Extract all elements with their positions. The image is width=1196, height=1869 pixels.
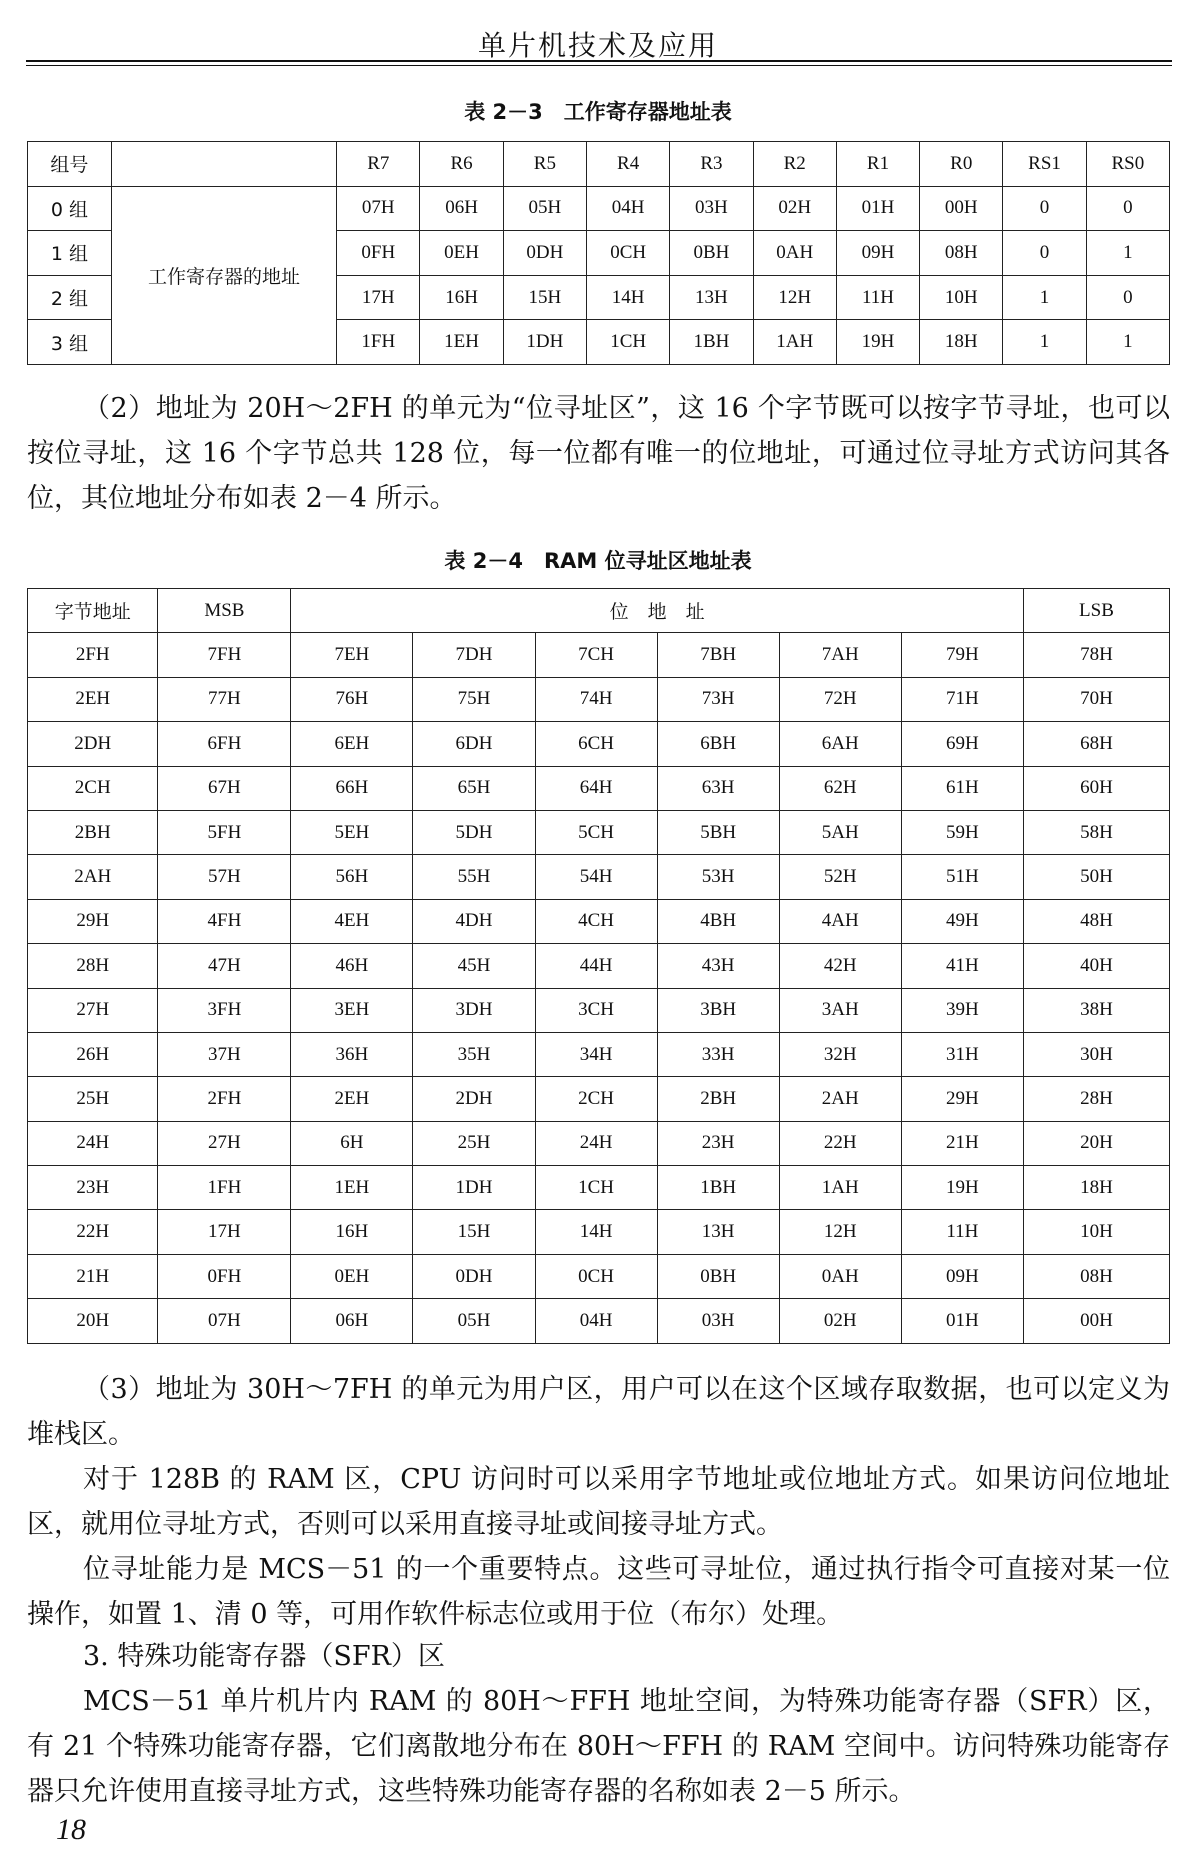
table-header-cell: R1 bbox=[836, 142, 919, 187]
byte-address-cell: 22H bbox=[28, 1210, 158, 1254]
table-row bbox=[28, 855, 1170, 899]
bit-address-cell: 3FH bbox=[158, 988, 291, 1032]
bit-address-cell: 0CH bbox=[535, 1254, 657, 1298]
table-row bbox=[28, 899, 1170, 943]
paragraph-user-area: （3）地址为 30H～7FH 的单元为用户区，用户可以在这个区域存取数据，也可以定义为堆栈区。 bbox=[27, 1374, 1170, 1450]
byte-address-cell: 2AH bbox=[28, 855, 158, 899]
table-cell: 05H bbox=[503, 186, 586, 231]
bit-address-cell: 6DH bbox=[413, 722, 535, 766]
bit-address-cell: 0BH bbox=[657, 1254, 779, 1298]
bit-address-cell: 25H bbox=[413, 1121, 535, 1165]
table-cell: 17H bbox=[337, 275, 420, 320]
table-cell: 18H bbox=[920, 320, 1003, 365]
bit-address-cell: 20H bbox=[1023, 1121, 1169, 1165]
table-row bbox=[28, 766, 1170, 810]
bit-address-cell: 14H bbox=[535, 1210, 657, 1254]
bit-address-cell: 65H bbox=[413, 766, 535, 810]
bit-address-cell: 78H bbox=[1023, 633, 1169, 677]
bit-address-cell: 7BH bbox=[657, 633, 779, 677]
table-header-cell: RS0 bbox=[1086, 142, 1169, 187]
bit-address-cell: 0EH bbox=[291, 1254, 413, 1298]
bit-address-cell: 6EH bbox=[291, 722, 413, 766]
table-header-cell: R2 bbox=[753, 142, 836, 187]
table-row bbox=[28, 1077, 1170, 1121]
table-row bbox=[28, 1210, 1170, 1254]
bit-address-cell: 3AH bbox=[779, 988, 901, 1032]
table-row bbox=[28, 633, 1170, 677]
table-cell: 0DH bbox=[503, 231, 586, 276]
bit-address-cell: 67H bbox=[158, 766, 291, 810]
bit-address-cell: 1FH bbox=[158, 1166, 291, 1210]
bit-address-cell: 33H bbox=[657, 1032, 779, 1076]
paragraph-bit-addressing: 位寻址能力是 MCS－51 的一个重要特点。这些可寻址位，通过执行指令可直接对某一位操作，如置 1、清 0 等，可用作软件标志位或用于位（布尔）处理。 bbox=[27, 1554, 1170, 1630]
bit-address-cell: 35H bbox=[413, 1032, 535, 1076]
bit-address-cell: 3DH bbox=[413, 988, 535, 1032]
byte-address-cell: 27H bbox=[28, 988, 158, 1032]
table-row bbox=[28, 1254, 1170, 1298]
bit-address-cell: 09H bbox=[901, 1254, 1023, 1298]
bit-address-cell: 2EH bbox=[291, 1077, 413, 1121]
bit-address-cell: 4CH bbox=[535, 899, 657, 943]
table-cell: 00H bbox=[920, 186, 1003, 231]
bit-address-cell: 08H bbox=[1023, 1254, 1169, 1298]
section-heading-sfr: 3. 特殊功能寄存器（SFR）区 bbox=[83, 1641, 445, 1672]
bit-address-cell: 7AH bbox=[779, 633, 901, 677]
bit-address-cell: 43H bbox=[657, 944, 779, 988]
bit-address-cell: 5BH bbox=[657, 810, 779, 854]
bit-address-cell: 1AH bbox=[779, 1166, 901, 1210]
bit-address-cell: 72H bbox=[779, 677, 901, 721]
bit-address-cell: 16H bbox=[291, 1210, 413, 1254]
bit-address-cell: 5AH bbox=[779, 810, 901, 854]
bit-address-cell: 38H bbox=[1023, 988, 1169, 1032]
bit-address-cell: 3EH bbox=[291, 988, 413, 1032]
bit-address-cell: 69H bbox=[901, 722, 1023, 766]
bit-address-cell: 61H bbox=[901, 766, 1023, 810]
table-cell: 0EH bbox=[420, 231, 503, 276]
bit-address-cell: 6CH bbox=[535, 722, 657, 766]
bit-address-cell: 29H bbox=[901, 1077, 1023, 1121]
bit-address-cell: 49H bbox=[901, 899, 1023, 943]
table-header-cell: 组号 bbox=[28, 142, 112, 187]
bit-address-cell: 2AH bbox=[779, 1077, 901, 1121]
bit-address-cell: 4DH bbox=[413, 899, 535, 943]
bit-address-cell: 6H bbox=[291, 1121, 413, 1165]
bit-address-cell: 76H bbox=[291, 677, 413, 721]
bit-address-cell: 32H bbox=[779, 1032, 901, 1076]
bit-address-cell: 30H bbox=[1023, 1032, 1169, 1076]
bit-address-cell: 51H bbox=[901, 855, 1023, 899]
bit-address-cell: 03H bbox=[657, 1299, 779, 1343]
table-2-4-caption: 表 2－4 RAM 位寻址区地址表 bbox=[444, 549, 752, 573]
table-cell: 16H bbox=[420, 275, 503, 320]
group-label-cell: 3 组 bbox=[28, 320, 112, 365]
table-cell: 13H bbox=[670, 275, 753, 320]
table-header-cell: 字节地址 bbox=[28, 589, 158, 633]
table-row bbox=[28, 186, 1170, 231]
bit-address-cell: 13H bbox=[657, 1210, 779, 1254]
bit-address-cell: 1CH bbox=[535, 1166, 657, 1210]
bit-address-cell: 64H bbox=[535, 766, 657, 810]
bit-address-cell: 53H bbox=[657, 855, 779, 899]
bit-address-cell: 0DH bbox=[413, 1254, 535, 1298]
table-cell: 0 bbox=[1086, 275, 1169, 320]
merged-label-cell: 工作寄存器的地址 bbox=[111, 186, 336, 364]
bit-address-cell: 36H bbox=[291, 1032, 413, 1076]
group-label-cell: 0 组 bbox=[28, 186, 112, 231]
bit-address-cell: 07H bbox=[158, 1299, 291, 1343]
table-cell: 1 bbox=[1003, 320, 1086, 365]
bit-address-cell: 2BH bbox=[657, 1077, 779, 1121]
byte-address-cell: 2EH bbox=[28, 677, 158, 721]
bit-address-cell: 34H bbox=[535, 1032, 657, 1076]
table-cell: 1 bbox=[1086, 320, 1169, 365]
bit-address-cell: 54H bbox=[535, 855, 657, 899]
bit-address-cell: 79H bbox=[901, 633, 1023, 677]
header-rule-thick bbox=[26, 60, 1172, 62]
table-cell: 0 bbox=[1086, 186, 1169, 231]
bit-address-cell: 66H bbox=[291, 766, 413, 810]
table-cell: 14H bbox=[587, 275, 670, 320]
table-header-cell: MSB bbox=[158, 589, 291, 633]
table-row bbox=[28, 722, 1170, 766]
table-cell: 0 bbox=[1003, 186, 1086, 231]
bit-address-cell: 41H bbox=[901, 944, 1023, 988]
paragraph-sfr-area: MCS－51 单片机片内 RAM 的 80H～FFH 地址空间，为特殊功能寄存器（SFR）区，有 21 个特殊功能寄存器，它们离散地分布在 80H～FFH 的 RAM 空间中。访问特殊功能寄存器只允许使用直接寻址方式，这些特殊功能寄存器的名称如表 2－5 所示。 bbox=[27, 1686, 1170, 1807]
bit-address-cell: 1EH bbox=[291, 1166, 413, 1210]
table-cell: 09H bbox=[836, 231, 919, 276]
bit-address-cell: 00H bbox=[1023, 1299, 1169, 1343]
table-header-cell: R5 bbox=[503, 142, 586, 187]
bit-address-cell: 60H bbox=[1023, 766, 1169, 810]
bit-address-cell: 4BH bbox=[657, 899, 779, 943]
table-row bbox=[28, 1121, 1170, 1165]
table-header-cell: R7 bbox=[337, 142, 420, 187]
bit-address-cell: 18H bbox=[1023, 1166, 1169, 1210]
table-row bbox=[28, 1299, 1170, 1343]
bit-address-cell: 28H bbox=[1023, 1077, 1169, 1121]
bit-address-cell: 68H bbox=[1023, 722, 1169, 766]
table-header-cell: RS1 bbox=[1003, 142, 1086, 187]
table-cell: 06H bbox=[420, 186, 503, 231]
byte-address-cell: 25H bbox=[28, 1077, 158, 1121]
bit-address-cell: 4AH bbox=[779, 899, 901, 943]
table-row bbox=[28, 988, 1170, 1032]
table-2-3-working-registers bbox=[27, 141, 1170, 365]
bit-address-cell: 31H bbox=[901, 1032, 1023, 1076]
table-cell: 0CH bbox=[587, 231, 670, 276]
bit-address-cell: 2CH bbox=[535, 1077, 657, 1121]
table-header-cell: LSB bbox=[1023, 589, 1169, 633]
bit-address-cell: 0AH bbox=[779, 1254, 901, 1298]
bit-address-cell: 62H bbox=[779, 766, 901, 810]
bit-address-cell: 12H bbox=[779, 1210, 901, 1254]
bit-address-cell: 01H bbox=[901, 1299, 1023, 1343]
bit-address-cell: 6FH bbox=[158, 722, 291, 766]
bit-address-cell: 45H bbox=[413, 944, 535, 988]
bit-address-cell: 4EH bbox=[291, 899, 413, 943]
bit-address-cell: 24H bbox=[535, 1121, 657, 1165]
table-row bbox=[28, 810, 1170, 854]
byte-address-cell: 26H bbox=[28, 1032, 158, 1076]
bit-address-cell: 21H bbox=[901, 1121, 1023, 1165]
table-header-row bbox=[28, 142, 1170, 187]
table-cell: 08H bbox=[920, 231, 1003, 276]
bit-address-cell: 7EH bbox=[291, 633, 413, 677]
bit-address-cell: 63H bbox=[657, 766, 779, 810]
header-rule-thin bbox=[26, 65, 1172, 66]
byte-address-cell: 29H bbox=[28, 899, 158, 943]
table-cell: 11H bbox=[836, 275, 919, 320]
bit-address-cell: 15H bbox=[413, 1210, 535, 1254]
table-row bbox=[28, 944, 1170, 988]
bit-address-cell: 44H bbox=[535, 944, 657, 988]
table-cell: 10H bbox=[920, 275, 1003, 320]
byte-address-cell: 23H bbox=[28, 1166, 158, 1210]
bit-address-cell: 48H bbox=[1023, 899, 1169, 943]
bit-address-cell: 1BH bbox=[657, 1166, 779, 1210]
byte-address-cell: 2DH bbox=[28, 722, 158, 766]
byte-address-cell: 20H bbox=[28, 1299, 158, 1343]
table-cell: 0BH bbox=[670, 231, 753, 276]
table-cell: 19H bbox=[836, 320, 919, 365]
table-cell: 1CH bbox=[587, 320, 670, 365]
bit-address-cell: 04H bbox=[535, 1299, 657, 1343]
bit-address-cell: 7FH bbox=[158, 633, 291, 677]
bit-address-cell: 5CH bbox=[535, 810, 657, 854]
table-cell: 1 bbox=[1003, 275, 1086, 320]
table-cell: 1DH bbox=[503, 320, 586, 365]
bit-address-cell: 1DH bbox=[413, 1166, 535, 1210]
running-header-title: 单片机技术及应用 bbox=[477, 29, 718, 62]
table-header-cell: R4 bbox=[587, 142, 670, 187]
table-cell: 01H bbox=[836, 186, 919, 231]
table-cell: 15H bbox=[503, 275, 586, 320]
table-cell: 1 bbox=[1086, 231, 1169, 276]
bit-address-cell: 19H bbox=[901, 1166, 1023, 1210]
bit-address-cell: 5EH bbox=[291, 810, 413, 854]
bit-address-cell: 55H bbox=[413, 855, 535, 899]
table-2-4-bit-address-table bbox=[27, 588, 1170, 1344]
bit-address-cell: 06H bbox=[291, 1299, 413, 1343]
bit-address-cell: 02H bbox=[779, 1299, 901, 1343]
bit-address-cell: 46H bbox=[291, 944, 413, 988]
bit-address-cell: 4FH bbox=[158, 899, 291, 943]
bit-address-cell: 58H bbox=[1023, 810, 1169, 854]
table-header-cell: 位 地 址 bbox=[291, 589, 1024, 633]
table-header-row bbox=[28, 589, 1170, 633]
bit-address-cell: 10H bbox=[1023, 1210, 1169, 1254]
bit-address-cell: 22H bbox=[779, 1121, 901, 1165]
bit-address-cell: 56H bbox=[291, 855, 413, 899]
bit-address-cell: 47H bbox=[158, 944, 291, 988]
byte-address-cell: 2BH bbox=[28, 810, 158, 854]
byte-address-cell: 21H bbox=[28, 1254, 158, 1298]
page-number: 18 bbox=[56, 1813, 86, 1846]
table-cell: 03H bbox=[670, 186, 753, 231]
table-row bbox=[28, 1166, 1170, 1210]
bit-address-cell: 5FH bbox=[158, 810, 291, 854]
table-cell: 04H bbox=[587, 186, 670, 231]
bit-address-cell: 37H bbox=[158, 1032, 291, 1076]
table-header-cell bbox=[111, 142, 336, 187]
bit-address-cell: 77H bbox=[158, 677, 291, 721]
bit-address-cell: 17H bbox=[158, 1210, 291, 1254]
table-cell: 1FH bbox=[337, 320, 420, 365]
bit-address-cell: 40H bbox=[1023, 944, 1169, 988]
table-2-3-caption: 表 2－3 工作寄存器地址表 bbox=[464, 100, 732, 124]
table-row bbox=[28, 677, 1170, 721]
bit-address-cell: 59H bbox=[901, 810, 1023, 854]
byte-address-cell: 2FH bbox=[28, 633, 158, 677]
bit-address-cell: 3BH bbox=[657, 988, 779, 1032]
table-cell: 07H bbox=[337, 186, 420, 231]
table-cell: 02H bbox=[753, 186, 836, 231]
bit-address-cell: 0FH bbox=[158, 1254, 291, 1298]
table-cell: 1BH bbox=[670, 320, 753, 365]
table-header-cell: R6 bbox=[420, 142, 503, 187]
group-label-cell: 2 组 bbox=[28, 275, 112, 320]
bit-address-cell: 7DH bbox=[413, 633, 535, 677]
bit-address-cell: 6AH bbox=[779, 722, 901, 766]
bit-address-cell: 2FH bbox=[158, 1077, 291, 1121]
bit-address-cell: 42H bbox=[779, 944, 901, 988]
byte-address-cell: 24H bbox=[28, 1121, 158, 1165]
table-cell: 1EH bbox=[420, 320, 503, 365]
table-cell: 0 bbox=[1003, 231, 1086, 276]
bit-address-cell: 73H bbox=[657, 677, 779, 721]
table-cell: 1AH bbox=[753, 320, 836, 365]
bit-address-cell: 23H bbox=[657, 1121, 779, 1165]
bit-address-cell: 2DH bbox=[413, 1077, 535, 1121]
bit-address-cell: 27H bbox=[158, 1121, 291, 1165]
bit-address-cell: 71H bbox=[901, 677, 1023, 721]
bit-address-cell: 50H bbox=[1023, 855, 1169, 899]
table-cell: 0FH bbox=[337, 231, 420, 276]
byte-address-cell: 28H bbox=[28, 944, 158, 988]
table-cell: 0AH bbox=[753, 231, 836, 276]
bit-address-cell: 74H bbox=[535, 677, 657, 721]
table-cell: 12H bbox=[753, 275, 836, 320]
bit-address-cell: 5DH bbox=[413, 810, 535, 854]
group-label-cell: 1 组 bbox=[28, 231, 112, 276]
bit-address-cell: 57H bbox=[158, 855, 291, 899]
bit-address-cell: 75H bbox=[413, 677, 535, 721]
table-header-cell: R0 bbox=[920, 142, 1003, 187]
table-header-cell: R3 bbox=[670, 142, 753, 187]
paragraph-bit-addressable-area: （2）地址为 20H～2FH 的单元为“位寻址区”，这 16 个字节既可以按字节寻址，也可以按位寻址，这 16 个字节总共 128 位，每一位都有唯一的位地址，可通过位寻址方式访问其各位，其位地址分布如表 2－4 所示。 bbox=[27, 393, 1170, 514]
bit-address-cell: 3CH bbox=[535, 988, 657, 1032]
bit-address-cell: 70H bbox=[1023, 677, 1169, 721]
table-row bbox=[28, 1032, 1170, 1076]
bit-address-cell: 11H bbox=[901, 1210, 1023, 1254]
byte-address-cell: 2CH bbox=[28, 766, 158, 810]
bit-address-cell: 39H bbox=[901, 988, 1023, 1032]
bit-address-cell: 52H bbox=[779, 855, 901, 899]
paragraph-128b-ram: 对于 128B 的 RAM 区，CPU 访问时可以采用字节地址或位地址方式。如果访问位地址区，就用位寻址方式，否则可以采用直接寻址或间接寻址方式。 bbox=[27, 1464, 1170, 1540]
bit-address-cell: 7CH bbox=[535, 633, 657, 677]
bit-address-cell: 05H bbox=[413, 1299, 535, 1343]
bit-address-cell: 6BH bbox=[657, 722, 779, 766]
